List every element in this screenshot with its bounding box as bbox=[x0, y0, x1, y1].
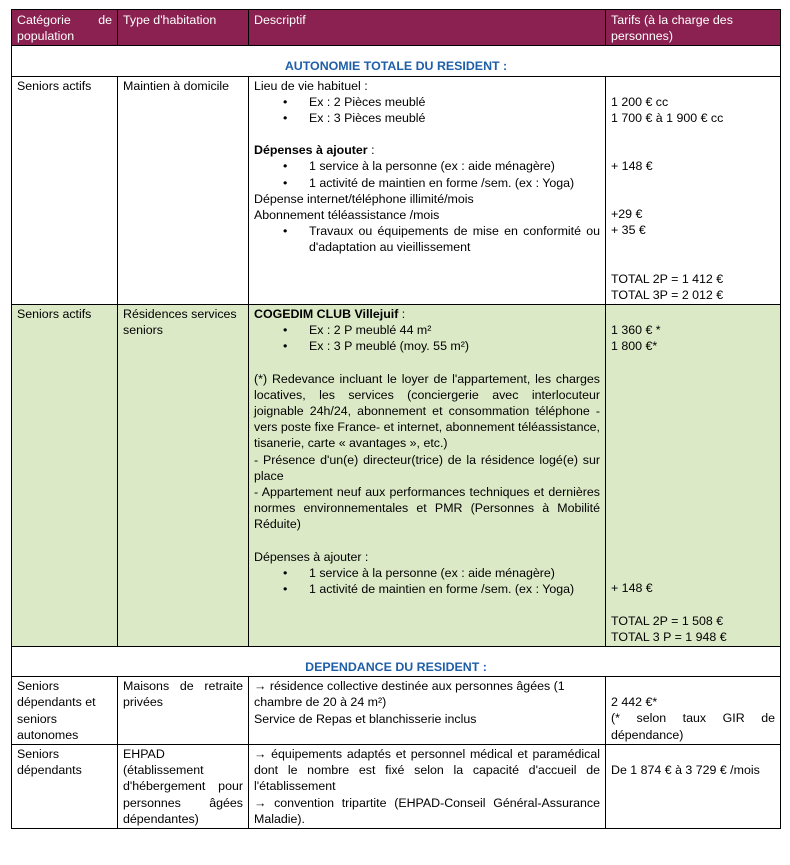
tariff-total: TOTAL 2P = 1 508 € bbox=[611, 613, 724, 628]
section-title: AUTONOMIE TOTALE DU RESIDENT : bbox=[12, 46, 781, 76]
description-line: → convention tripartite (EHPAD-Conseil Général-Assurance Maladie). bbox=[254, 795, 600, 826]
bullet-list bbox=[254, 158, 600, 190]
section-title: DEPENDANCE DU RESIDENT : bbox=[12, 647, 781, 677]
list-item: • Ex : 2 P meublé 44 m² bbox=[309, 322, 600, 338]
tariff-value: 1 800 €* bbox=[611, 339, 658, 354]
tariff-value: 1 700 € à 1 900 € cc bbox=[611, 110, 724, 125]
header-row bbox=[12, 10, 781, 46]
header-tariffs: Tarifs (à la charge des personnes) bbox=[606, 10, 781, 46]
table-row bbox=[12, 745, 781, 829]
row-description bbox=[249, 305, 606, 647]
row-type: Maintien à domicile bbox=[118, 76, 249, 304]
bullet-list bbox=[254, 223, 600, 255]
tariff-value: 2 442 €* bbox=[611, 695, 658, 710]
description-line: Dépense internet/téléphone illimité/mois bbox=[254, 191, 474, 206]
table-row bbox=[12, 76, 781, 304]
tariff-value: De 1 874 € à 3 729 € /mois bbox=[611, 763, 760, 778]
row-tariffs bbox=[606, 76, 781, 304]
row-tariffs bbox=[606, 745, 781, 829]
tariffs-table bbox=[11, 9, 781, 829]
description-line: Abonnement téléassistance /mois bbox=[254, 208, 440, 223]
header-type: Type d'habitation bbox=[118, 10, 249, 46]
tariff-value: 1 360 € * bbox=[611, 323, 661, 338]
tariff-value: 1 200 € cc bbox=[611, 94, 669, 109]
list-item: • Ex : 3 Pièces meublé bbox=[309, 110, 600, 126]
header-description: Descriptif bbox=[249, 10, 606, 46]
list-item: • 1 activité de maintien en forme /sem. (ex : Yoga) bbox=[309, 581, 600, 597]
tariff-value: + 148 € bbox=[611, 581, 653, 596]
row-category: Seniors dépendants et seniors autonomes bbox=[12, 677, 118, 745]
tariff-value: +29 € bbox=[611, 207, 643, 222]
row-description bbox=[249, 677, 606, 745]
description-note: - Présence d'un(e) directeur(trice) de la résidence logé(e) sur place bbox=[254, 452, 600, 483]
list-item: • 1 activité de maintien en forme /sem. (ex : Yoga) bbox=[309, 175, 600, 191]
description-line: → équipements adaptés et personnel médical et paramédical dont le nombre est fixé selon la capacité d'accueil de l'établissement bbox=[254, 747, 600, 794]
depenses-heading: Dépenses à ajouter : bbox=[254, 549, 369, 564]
bullet-list bbox=[254, 565, 600, 597]
list-item: • Travaux ou équipements de mise en conformité ou d'adaptation au vieillissement bbox=[309, 223, 600, 255]
tariff-total: TOTAL 3P = 2 012 € bbox=[611, 287, 724, 302]
row-type: Résidences services seniors bbox=[118, 305, 249, 647]
description-intro: Lieu de vie habituel : bbox=[254, 78, 368, 93]
bullet-list bbox=[254, 322, 600, 354]
description-line: → résidence collective destinée aux personnes âgées (1 chambre de 20 à 24 m²) bbox=[254, 679, 565, 710]
tariff-value: + 148 € bbox=[611, 159, 653, 174]
tariff-total: TOTAL 3 P = 1 948 € bbox=[611, 629, 727, 644]
description-line: Service de Repas et blanchisserie inclus bbox=[254, 711, 477, 726]
row-description bbox=[249, 76, 606, 304]
bullet-list bbox=[254, 94, 600, 126]
list-item: • 1 service à la personne (ex : aide ménagère) bbox=[309, 565, 600, 581]
row-type: EHPAD (établissement d'hébergement pour personnes âgées dépendantes) bbox=[118, 745, 249, 829]
row-tariffs bbox=[606, 677, 781, 745]
section-autonomie bbox=[12, 46, 781, 76]
table-row bbox=[12, 677, 781, 745]
list-item: • Ex : 3 P meublé (moy. 55 m²) bbox=[309, 338, 600, 354]
row-description bbox=[249, 745, 606, 829]
table-row bbox=[12, 305, 781, 647]
description-note: - Appartement neuf aux performances techniques et dernières normes environnementales et PMR (Personnes à Mobilité Réduite) bbox=[254, 485, 600, 532]
row-category: Seniors actifs bbox=[12, 305, 118, 647]
section-dependance bbox=[12, 647, 781, 677]
row-tariffs bbox=[606, 305, 781, 647]
row-category: Seniors dépendants bbox=[12, 745, 118, 829]
list-item: • 1 service à la personne (ex : aide ménagère) bbox=[309, 158, 600, 174]
list-item: • Ex : 2 Pièces meublé bbox=[309, 94, 600, 110]
tariff-value: + 35 € bbox=[611, 223, 646, 238]
depenses-heading: Dépenses à ajouter : bbox=[254, 143, 375, 158]
row-category: Seniors actifs bbox=[12, 76, 118, 304]
row-type: Maisons de retraite privées bbox=[118, 677, 249, 745]
description-note: (*) Redevance incluant le loyer de l'appartement, les charges locatives, les services (conciergerie avec interlocuteur joignable 24h/24, abonnement et consommation téléphone -vers poste fixe France- et internet, abonnement téléassistance, tisanerie, carte « avantages », etc.) bbox=[254, 371, 600, 451]
header-category: Catégorie de population bbox=[12, 10, 118, 46]
tariff-note: (* selon taux GIR de dépendance) bbox=[611, 711, 775, 742]
residence-title: COGEDIM CLUB Villejuif : bbox=[254, 307, 406, 322]
tariff-total: TOTAL 2P = 1 412 € bbox=[611, 271, 724, 286]
